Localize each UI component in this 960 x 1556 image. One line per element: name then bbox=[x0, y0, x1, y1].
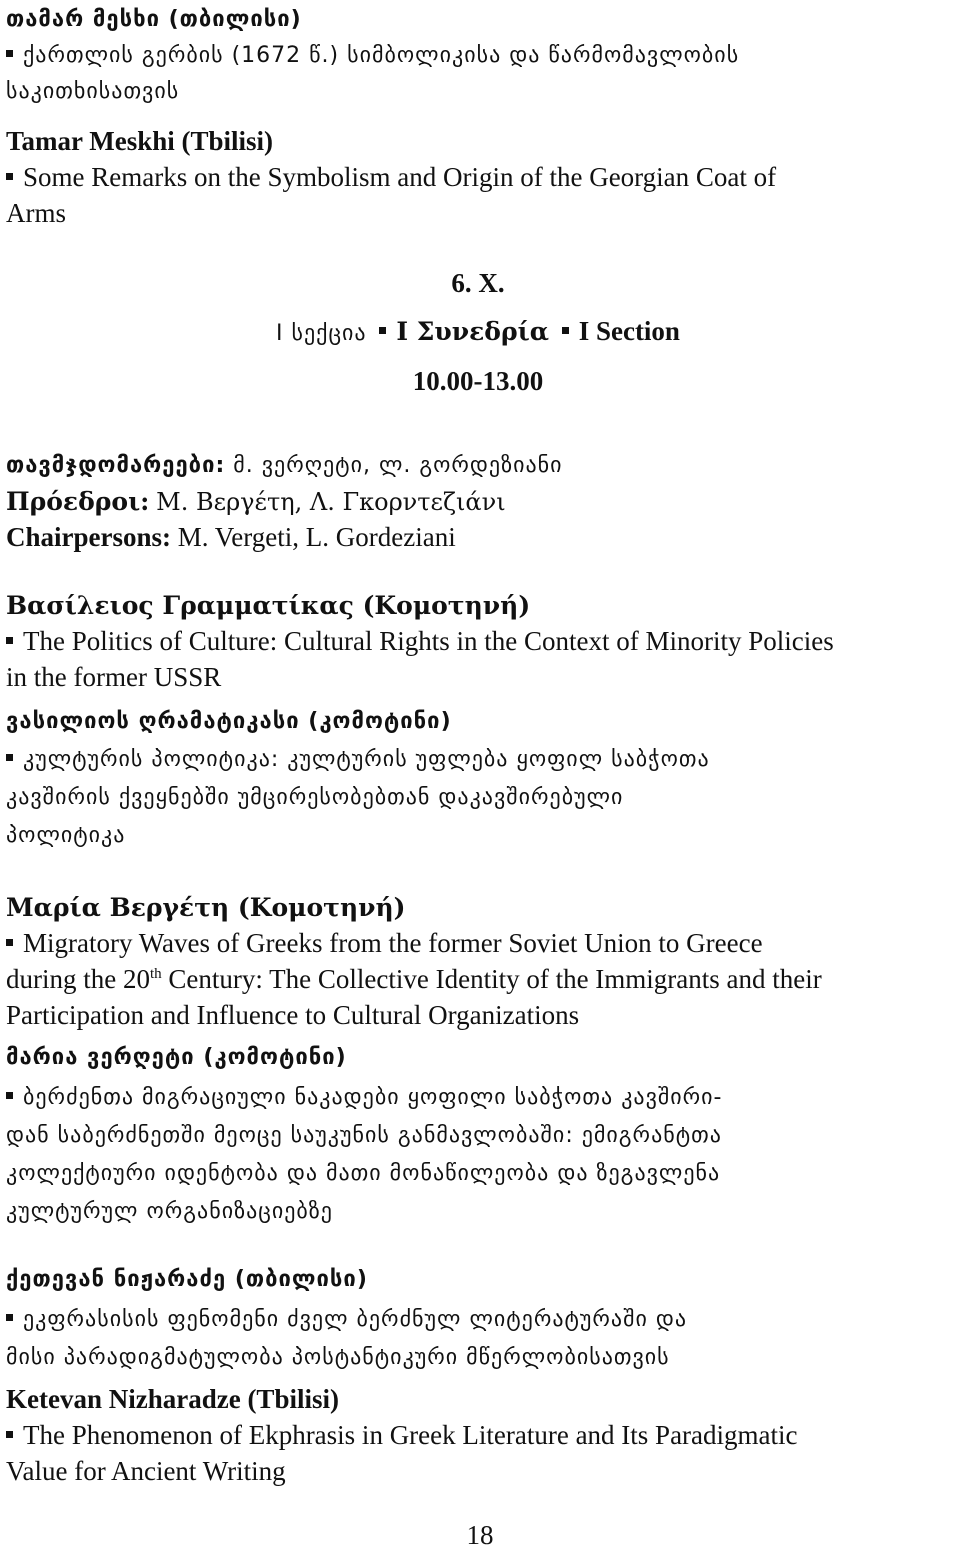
maria-geo-title-cont: დან საბერძნეთში მეოცე საუკუნის განმავლობაში: ემიგრანტთა bbox=[6, 1123, 722, 1148]
chairs-en: Chairpersons: M. Vergeti, L. Gordeziani bbox=[6, 522, 456, 552]
maria-gr-name: Μαρία Βεργέτη (Κομοτηνή) bbox=[6, 893, 406, 922]
tamar-en-title: Some Remarks on the Symbolism and Origin of the Georgian Coat of bbox=[6, 160, 776, 195]
maria-en-title: Migratory Waves of Greeks from the former Soviet Union to Greece bbox=[6, 926, 763, 961]
maria-en-title-cont2: Participation and Influence to Cultural Organizations bbox=[6, 1000, 580, 1030]
tamar-geo-title-cont: საკითხისათვის bbox=[6, 79, 180, 104]
maria-geo-title: ბერძენთა მიგრაციული ნაკადები ყოფილი საბჭოთა კავშირი- bbox=[6, 1080, 722, 1115]
bullet-icon bbox=[379, 327, 386, 334]
vasileios-geo-title: კულტურის პოლიტიკა: კულტურის უფლება ყოფილ საბჭოთა bbox=[6, 742, 710, 777]
bullet-icon bbox=[6, 50, 13, 57]
bullet-icon bbox=[6, 1092, 13, 1099]
maria-geo-title-cont2: კოლექტიური იდენტობა და მათი მონაწილეობა და ზეგავლენა bbox=[6, 1161, 721, 1186]
chairs-geo: თავმჯდომარეები: მ. ვერღეტი, ლ. გორდეზიანი bbox=[6, 453, 563, 478]
ketevan-en-title-cont: Value for Ancient Writing bbox=[6, 1456, 286, 1486]
chairs-gr: Πρόεδροι: Μ. Βεργέτη, Λ. Γκορντεζιάνι bbox=[6, 487, 506, 516]
vasileios-gr-name: Βασίλειος Γραμματίκας (Κομοτηνή) bbox=[6, 591, 531, 620]
page-number: 18 bbox=[466, 1520, 494, 1550]
vasileios-en-title-cont: in the former USSR bbox=[6, 662, 222, 692]
ketevan-geo-name: ქეთევან ნიჟარაძე (თბილისი) bbox=[6, 1267, 368, 1292]
vasileios-en-title: The Politics of Culture: Cultural Rights in the Context of Minority Policies bbox=[6, 624, 834, 659]
session-time: 10.00-13.00 bbox=[412, 366, 544, 396]
tamar-en-title-cont: Arms bbox=[6, 198, 66, 228]
session-date: 6. X. bbox=[451, 268, 505, 298]
ketevan-geo-title-cont: მისი პარადიგმატულობა პოსტანტიკური მწერლობისათვის bbox=[6, 1345, 670, 1370]
maria-geo-name: მარია ვერღეტი (კომოტინი) bbox=[6, 1045, 347, 1070]
tamar-en-name: Tamar Meskhi (Tbilisi) bbox=[6, 126, 274, 156]
bullet-icon bbox=[562, 327, 569, 334]
bullet-icon bbox=[6, 173, 13, 180]
ketevan-geo-title: ეკფრასისის ფენომენი ძველ ბერძნულ ლიტერატურაში და bbox=[6, 1302, 687, 1337]
maria-geo-title-cont3: კულტურულ ორგანიზაციებზე bbox=[6, 1199, 333, 1224]
ketevan-en-name: Ketevan Nizharadze (Tbilisi) bbox=[6, 1384, 339, 1414]
bullet-icon bbox=[6, 939, 13, 946]
maria-en-title-cont: during the 20th Century: The Collective Identity of the Immigrants and their bbox=[6, 964, 822, 994]
tamar-geo-title: ქართლის გერბის (1672 წ.) სიმბოლიკისა და წარმომავლობის bbox=[6, 38, 739, 73]
bullet-icon bbox=[6, 637, 13, 644]
session-sections: I სექცია I Συνεδρία I Section bbox=[276, 316, 680, 346]
tamar-geo-name: თამარ მესხი (თბილისი) bbox=[6, 7, 302, 32]
bullet-icon bbox=[6, 1314, 13, 1321]
ketevan-en-title: The Phenomenon of Ekphrasis in Greek Literature and Its Paradigmatic bbox=[6, 1418, 798, 1453]
vasileios-geo-title-cont: კავშირის ქვეყნებში უმცირესობებთან დაკავშირებული bbox=[6, 785, 624, 810]
bullet-icon bbox=[6, 754, 13, 761]
bullet-icon bbox=[6, 1431, 13, 1438]
vasileios-geo-name: ვასილიოს ღრამატიკასი (კომოტინი) bbox=[6, 709, 452, 734]
vasileios-geo-title-cont2: პოლიტიკა bbox=[6, 823, 126, 848]
